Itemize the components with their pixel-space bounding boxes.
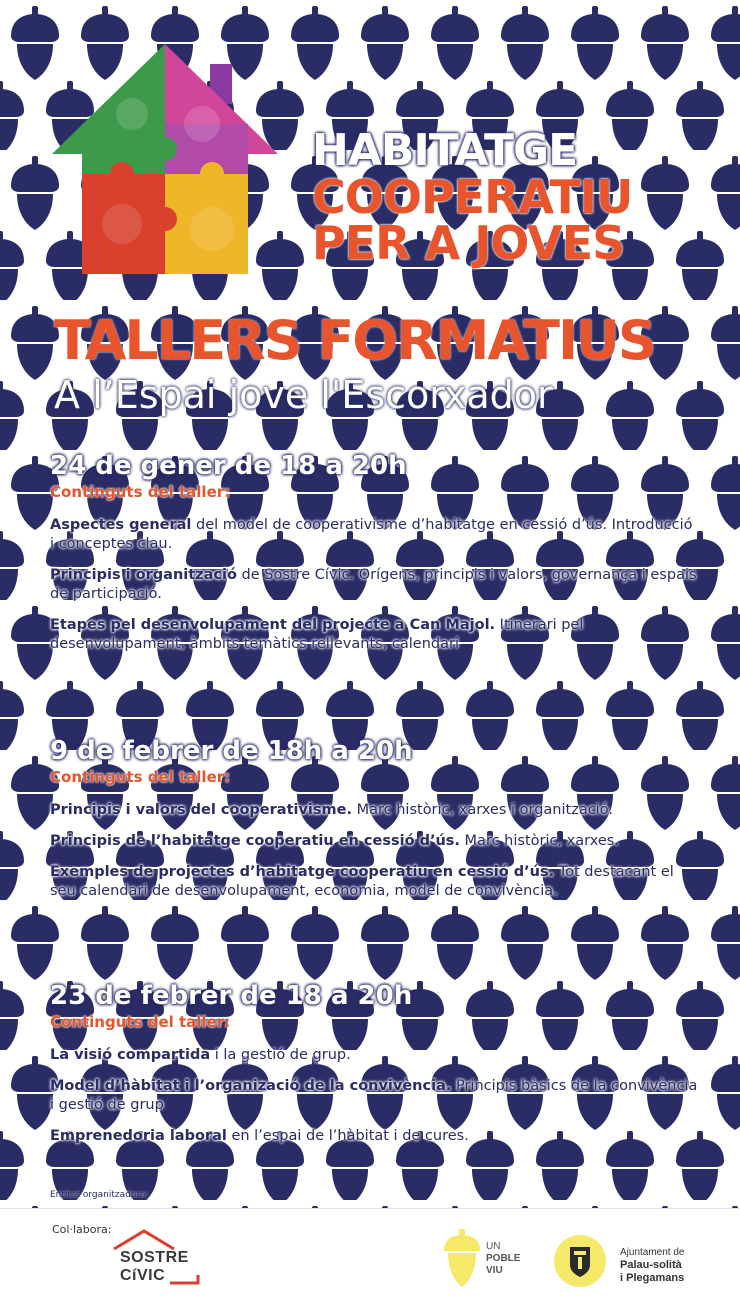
list-item: Etapes pel desenvolupament del projecte a Can Majol. Itinerari pel desenvolupament, àmbits temàtics rellevants, calendari	[50, 617, 584, 652]
session-date: 9 de febrer de 18h a 20h	[50, 736, 413, 766]
brand-line-cooperatiu: COOPERATIU	[312, 170, 633, 224]
list-item: Principis de l’habitatge cooperatiu en cessió d’ús. Marc històric, xarxes.	[50, 833, 619, 849]
list-item: Aspectes general del model de cooperativisme d’habitatge en cessió d’ús. Introducció i conceptes clau.	[50, 517, 693, 552]
page-title: TALLERS FORMATIUS	[54, 309, 655, 372]
organizer-note: Entitat organitzadora:	[50, 1190, 149, 1200]
session-date: 23 de febrer de 18 a 20h	[50, 981, 413, 1011]
sostre-civic-logo	[108, 1227, 204, 1287]
contents-label: Continguts del taller:	[50, 1013, 231, 1031]
list-item: Exemples de projectes d’habitatge cooperatiu en cessió d’ús. Tot destacant el seu calendari de desenvolupament, economia, model de convivència.	[50, 864, 674, 899]
brand-title	[312, 125, 732, 270]
poble-text-un: UN	[486, 1241, 501, 1252]
page-subtitle: A l’Espai jove l'Escorxador	[54, 373, 553, 417]
footer	[0, 1208, 740, 1316]
poble-text-poble: POBLE	[486, 1253, 521, 1264]
contents-label: Continguts del taller:	[50, 768, 231, 786]
list-item: Principis i organització de Sostre Cívic. Orígens, principis i valors, governança i espais de participació.	[50, 567, 697, 602]
un-poble-viu-logo	[440, 1229, 540, 1293]
poble-text-viu: VIU	[486, 1265, 503, 1276]
brand-line-per-a-joves: PER A JOVES	[312, 216, 625, 270]
session-3	[50, 980, 700, 1158]
session-1	[50, 450, 700, 666]
session-date: 24 de gener de 18 a 20h	[50, 451, 407, 481]
list-item: Principis i valors del cooperativisme. Marc històric, xarxes i organització.	[50, 802, 613, 818]
session-2	[50, 735, 700, 913]
palau-solita-text: Palau-solità	[620, 1259, 682, 1271]
sostre-text: SOSTRE	[120, 1249, 189, 1266]
list-item: La visió compartida i la gestió de grup.	[50, 1047, 351, 1063]
list-item: Model d’hàbitat i l’organizació de la convivència. Principis bàsics de la convivència i gestió de grup	[50, 1078, 698, 1113]
ajuntament-text: Ajuntament de	[620, 1247, 685, 1258]
colabora-label: Col·labora:	[52, 1223, 112, 1236]
plegamans-text: i Plegamans	[620, 1272, 685, 1284]
contents-label: Continguts del taller:	[50, 483, 231, 501]
list-item: Emprenedoria laboral en l’espai de l’hàbitat i de cures.	[50, 1128, 469, 1144]
brand-line-habitatge: HABITATGE	[312, 125, 578, 176]
puzzle-house-logo	[52, 44, 278, 276]
civic-text: CíVIC	[120, 1267, 166, 1284]
ajuntament-logo	[552, 1227, 722, 1297]
